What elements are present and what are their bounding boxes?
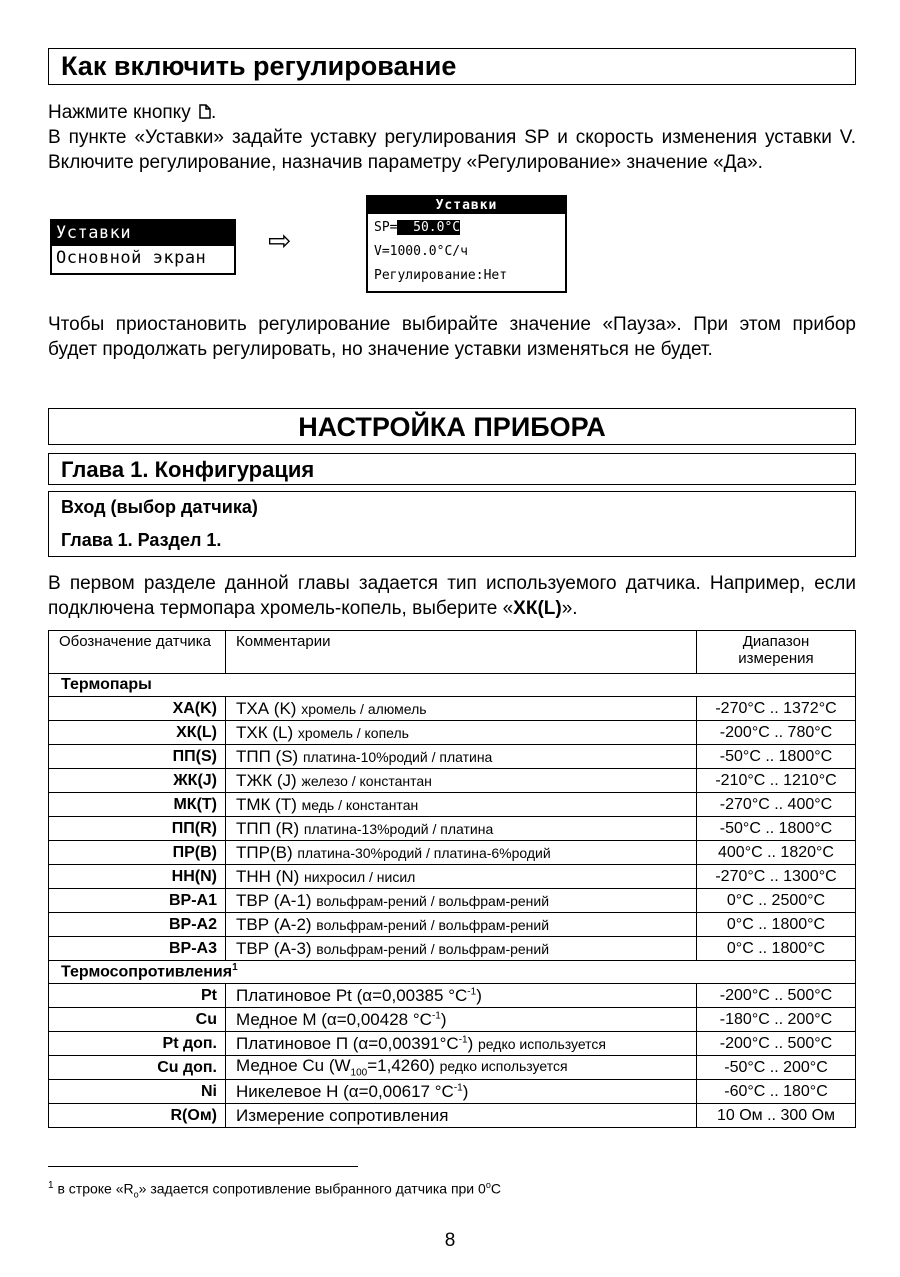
table-row <box>49 865 856 889</box>
lcd-sp-label: SP= <box>374 220 398 235</box>
sensor-range: -60°C .. 180°C <box>697 1080 856 1104</box>
sensor-comment <box>226 865 697 889</box>
header-range: Диапазон измерения <box>697 631 856 674</box>
sensor-subscript: 100 <box>350 1067 368 1079</box>
table-row <box>49 769 856 793</box>
main-heading: НАСТРОЙКА ПРИБОРА <box>298 412 606 442</box>
table-row <box>49 984 856 1008</box>
table-row <box>49 913 856 937</box>
sensor-code: Pt <box>49 984 226 1008</box>
subsection-heading-box <box>48 491 856 557</box>
sensor-type: ТВР (А-1) <box>236 890 312 910</box>
sensor-type: Платиновое П (α=0,00391°C <box>236 1033 459 1053</box>
sensor-type-tail: ) <box>476 985 482 1005</box>
sensor-code: ПР(B) <box>49 841 226 865</box>
sensor-range: -270°C .. 400°C <box>697 793 856 817</box>
sensor-type-tail: ) <box>467 1033 474 1053</box>
sensor-comment <box>226 841 697 865</box>
chapter-heading: Глава 1. Конфигурация <box>61 457 315 482</box>
sensor-note: медь / константан <box>301 796 419 813</box>
sensor-type: ТПП (S) <box>236 746 299 766</box>
lcd-menu <box>50 219 236 275</box>
sensor-superscript: -1 <box>431 1009 441 1021</box>
lcd-sp-row <box>368 214 565 238</box>
sensor-note: хромель / копель <box>297 724 409 741</box>
sensor-range: -50°C .. 200°C <box>697 1056 856 1080</box>
sensor-range: 0°C .. 1800°C <box>697 937 856 961</box>
footnote-mark: 1 <box>48 1180 54 1191</box>
sensor-type: ТПР(B) <box>236 842 293 862</box>
table-row <box>49 889 856 913</box>
table-row <box>49 1056 856 1080</box>
sensor-comment <box>226 1104 697 1128</box>
sensor-code: Pt доп. <box>49 1032 226 1056</box>
footnote-ref: 1 <box>232 962 238 974</box>
sensor-comment <box>226 745 697 769</box>
sensor-type: Никелевое Н (α=0,00617 °C <box>236 1081 454 1101</box>
header-designation: Обозначение датчика <box>49 631 226 674</box>
sensor-note: платина-30%родий / платина-6%родий <box>297 844 551 861</box>
sensor-table <box>48 630 856 1128</box>
sensor-code: НН(N) <box>49 865 226 889</box>
table-row <box>49 817 856 841</box>
paragraph-text-end: ». <box>561 598 578 619</box>
group-thermocouples: Термопары <box>49 674 856 697</box>
sensor-comment <box>226 817 697 841</box>
sensor-comment <box>226 984 697 1008</box>
footnote <box>48 1180 501 1199</box>
sensor-type: ТЖК (J) <box>236 770 297 790</box>
sensor-range: 10 Ом .. 300 Ом <box>697 1104 856 1128</box>
sensor-comment <box>226 769 697 793</box>
sensor-superscript: -1 <box>453 1081 463 1093</box>
sensor-code: ВР-А3 <box>49 937 226 961</box>
sensor-note: вольфрам-рений / вольфрам-рений <box>316 916 550 933</box>
sensor-note: нихросил / нисил <box>304 868 416 885</box>
sensor-range: -50°C .. 1800°C <box>697 817 856 841</box>
sensor-range: -270°C .. 1300°C <box>697 865 856 889</box>
sensor-note: вольфрам-рений / вольфрам-рений <box>316 892 550 909</box>
footnote-divider <box>48 1166 358 1167</box>
main-heading-box <box>48 408 856 445</box>
subsection-number: Глава 1. Раздел 1. <box>61 530 222 550</box>
lcd-regulation-row: Регулирование:Нет <box>374 268 508 283</box>
footnote-sub: o <box>133 1189 139 1200</box>
table-row <box>49 1032 856 1056</box>
sensor-type: ТВР (А-3) <box>236 938 312 958</box>
sensor-range: -200°C .. 500°C <box>697 984 856 1008</box>
sensor-range: 400°C .. 1820°C <box>697 841 856 865</box>
sensor-superscript: -1 <box>467 985 477 997</box>
sensor-code: ПП(S) <box>49 745 226 769</box>
sensor-code: Ni <box>49 1080 226 1104</box>
document-icon <box>199 104 211 119</box>
paragraph-pause: Чтобы приостановить регулирование выбирайте значение «Пауза». При этом прибор будет продолжать регулировать, но значение уставки изменяться не будет. <box>48 314 856 360</box>
sensor-range: 0°C .. 2500°C <box>697 889 856 913</box>
sensor-code: Cu <box>49 1008 226 1032</box>
menu-item-main-screen[interactable]: Основной экран <box>56 248 207 268</box>
sensor-code: ХК(L) <box>49 721 226 745</box>
sensor-type: Медное Cu (W <box>236 1056 351 1076</box>
sensor-type-tail: ) <box>440 1009 447 1029</box>
table-row <box>49 937 856 961</box>
table-group-row <box>49 674 856 697</box>
table-group-row <box>49 961 856 984</box>
group-rtd <box>49 961 856 984</box>
sensor-code: Cu доп. <box>49 1056 226 1080</box>
sensor-type: ТПП (R) <box>236 818 300 838</box>
sensor-note: платина-10%родий / платина <box>302 748 493 765</box>
sensor-range: -210°C .. 1210°C <box>697 769 856 793</box>
lcd-setpoints-screen <box>366 195 567 293</box>
paragraph-text-end: . <box>210 102 217 123</box>
sensor-range: -200°C .. 780°C <box>697 721 856 745</box>
sensor-comment <box>226 1008 697 1032</box>
page-number: 8 <box>444 1230 456 1251</box>
sensor-code: ВР-А2 <box>49 913 226 937</box>
sensor-note: платина-13%родий / платина <box>303 820 494 837</box>
sensor-comment <box>226 697 697 721</box>
table-row <box>49 697 856 721</box>
sensor-type: Медное М (α=0,00428 °C <box>236 1009 432 1029</box>
paragraph-text: В первом разделе данной главы задается тип используемого датчика. Например, если подключена термопара хромель-копель, выберите « <box>48 573 856 619</box>
sensor-type: Измерение сопротивления <box>236 1105 449 1125</box>
sensor-range: -200°C .. 500°C <box>697 1032 856 1056</box>
menu-item-setpoints[interactable]: Уставки <box>52 221 234 246</box>
sensor-type: ТМК (T) <box>236 794 297 814</box>
sensor-comment <box>226 1056 697 1080</box>
lcd-title: Уставки <box>368 197 565 214</box>
paragraph-press-button <box>48 100 856 125</box>
sensor-comment <box>226 889 697 913</box>
sensor-type: Платиновое Pt (α=0,00385 °C <box>236 985 468 1005</box>
sensor-code: R(Ом) <box>49 1104 226 1128</box>
table-row <box>49 1008 856 1032</box>
sensor-type: ТХА (K) <box>236 698 297 718</box>
paragraph-sensor-intro <box>48 571 856 621</box>
footnote-text-3: С <box>490 1180 501 1197</box>
sensor-comment <box>226 721 697 745</box>
sensor-comment <box>226 1080 697 1104</box>
table-row <box>49 793 856 817</box>
group-rtd-label: Термосопротивления <box>61 963 233 981</box>
paragraph-text: Нажмите кнопку <box>48 102 191 123</box>
lcd-v-row: V=1000.0°C/ч <box>374 244 468 259</box>
sensor-code: МК(T) <box>49 793 226 817</box>
table-header-row <box>49 631 856 674</box>
sensor-type-tail: ) <box>462 1081 469 1101</box>
subsection-title: Вход (выбор датчика) <box>61 497 258 517</box>
table-row <box>49 1104 856 1128</box>
table-row <box>49 745 856 769</box>
paragraph-setpoints: В пункте «Уставки» задайте уставку регулирования SP и скорость изменения уставки V. Включите регулирование, назначив параметру «Регулирование» значение «Да». <box>48 127 856 173</box>
sensor-note: вольфрам-рений / вольфрам-рений <box>316 940 550 957</box>
sensor-note: редко используется <box>439 1058 568 1075</box>
sensor-note: редко используется <box>478 1035 607 1052</box>
paragraph-bold-code: ХК(L) <box>513 598 562 619</box>
footnote-text: в строке «R <box>53 1180 134 1197</box>
header-comments: Комментарии <box>226 631 697 674</box>
footnote-sup: o <box>485 1180 491 1190</box>
table-row <box>49 721 856 745</box>
arrow-right-icon: ⇨ <box>268 225 292 256</box>
sensor-code: ПП(R) <box>49 817 226 841</box>
sensor-superscript: -1 <box>458 1033 468 1045</box>
sensor-range: -180°C .. 200°C <box>697 1008 856 1032</box>
sensor-note: железо / константан <box>301 772 432 789</box>
sensor-comment <box>226 1032 697 1056</box>
sensor-range: -50°C .. 1800°C <box>697 745 856 769</box>
sensor-type: ТВР (А-2) <box>236 914 312 934</box>
table-row <box>49 1080 856 1104</box>
sensor-code: ЖК(J) <box>49 769 226 793</box>
lcd-sp-value[interactable]: 50.0°C <box>397 220 461 235</box>
sensor-code: ХА(K) <box>49 697 226 721</box>
chapter-heading-box <box>48 453 856 485</box>
sensor-range: -270°C .. 1372°C <box>697 697 856 721</box>
sensor-note: хромель / алюмель <box>301 700 427 717</box>
sensor-comment <box>226 793 697 817</box>
table-row <box>49 841 856 865</box>
section-title: Как включить регулирование <box>61 51 457 81</box>
sensor-code: ВР-А1 <box>49 889 226 913</box>
sensor-comment <box>226 937 697 961</box>
section-title-box <box>48 48 856 85</box>
sensor-range: 0°C .. 1800°C <box>697 913 856 937</box>
sensor-type: ТНН (N) <box>236 866 300 886</box>
footnote-text-2: » задается сопротивление выбранного датчика при 0 <box>138 1180 486 1197</box>
sensor-type: ТХК (L) <box>236 722 294 742</box>
sensor-comment <box>226 913 697 937</box>
sensor-type-tail: =1,4260) <box>367 1056 435 1076</box>
